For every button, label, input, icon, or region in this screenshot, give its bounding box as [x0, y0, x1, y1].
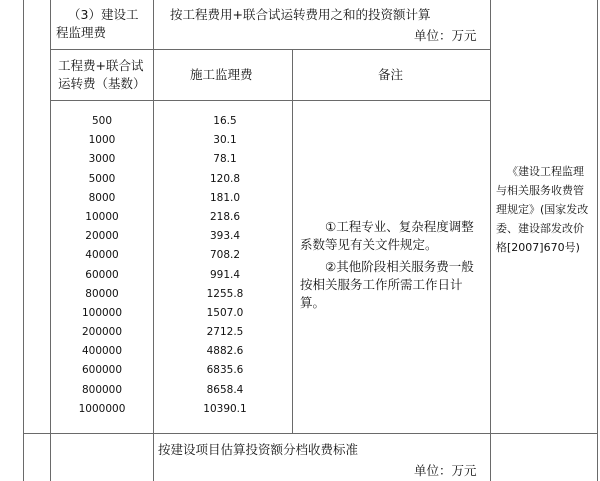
fee-value: 8658.4 — [206, 383, 244, 396]
fee-values-column — [198, 112, 252, 419]
outer-right-border — [597, 0, 598, 481]
fee-value: 16.5 — [213, 115, 237, 127]
header-remark: 备注 — [378, 67, 404, 82]
col-divider-3 — [292, 50, 293, 433]
fee-value: 10390.1 — [203, 402, 247, 415]
base-values-column — [60, 112, 144, 419]
col-divider-4 — [490, 0, 491, 481]
fee-value: 393.4 — [209, 230, 241, 243]
header-base: 工程费+联合试运转费（基数） — [58, 58, 146, 91]
header-fee: 施工监理费 — [190, 67, 253, 82]
reference-citation: 《建设工程监理与相关服务收费管理规定》(国家发改委、建设部发改价格[2007]670号) — [496, 165, 589, 254]
col-divider-1 — [50, 0, 51, 481]
footer-description: 按建设项目估算投资额分档收费标准 — [158, 442, 359, 457]
fee-value: 30.1 — [213, 134, 237, 147]
fee-value: 181.0 — [209, 191, 241, 204]
fee-value: 2712.5 — [206, 326, 244, 339]
base-value: 5000 — [88, 172, 116, 185]
base-value: 10000 — [85, 210, 119, 223]
base-value: 400000 — [81, 345, 123, 358]
fee-value: 78.1 — [213, 153, 237, 166]
base-value: 1000000 — [78, 402, 126, 415]
base-value: 200000 — [81, 326, 123, 339]
base-value: 80000 — [85, 287, 119, 300]
outer-left-border — [23, 0, 24, 481]
fee-value: 1255.8 — [206, 287, 244, 300]
remark-note-2: ②其他阶段相关服务费一般按相关服务工作所需工作日计算。 — [300, 259, 474, 310]
fee-value: 4882.6 — [206, 345, 244, 358]
base-value: 500 — [91, 115, 113, 127]
footer-unit: 单位：万元 — [414, 463, 477, 478]
col-divider-2 — [153, 0, 154, 481]
fee-value: 991.4 — [209, 268, 241, 281]
section-description: 按工程费用+联合试运转费用之和的投资额计算 — [170, 7, 431, 22]
header-rule — [50, 49, 490, 50]
base-value: 8000 — [88, 191, 116, 204]
base-value: 40000 — [85, 249, 119, 262]
base-value: 1000 — [88, 134, 116, 147]
section-unit: 单位：万元 — [414, 28, 477, 43]
fee-value: 708.2 — [209, 249, 241, 262]
fee-value: 120.8 — [209, 172, 241, 185]
remark-note-1: ①工程专业、复杂程度调整系数等见有关文件规定。 — [300, 219, 474, 252]
fee-value: 6835.6 — [206, 364, 244, 377]
base-value: 3000 — [88, 153, 116, 166]
fee-value: 218.6 — [209, 210, 241, 223]
base-value: 100000 — [81, 306, 123, 319]
subheader-rule — [50, 100, 490, 101]
table-bottom-rule — [23, 433, 597, 434]
base-value: 600000 — [81, 364, 123, 377]
base-value: 800000 — [81, 383, 123, 396]
base-value: 20000 — [85, 230, 119, 243]
fee-value: 1507.0 — [206, 306, 244, 319]
section-label: （3）建设工程监理费 — [56, 7, 139, 40]
base-value: 60000 — [85, 268, 119, 281]
